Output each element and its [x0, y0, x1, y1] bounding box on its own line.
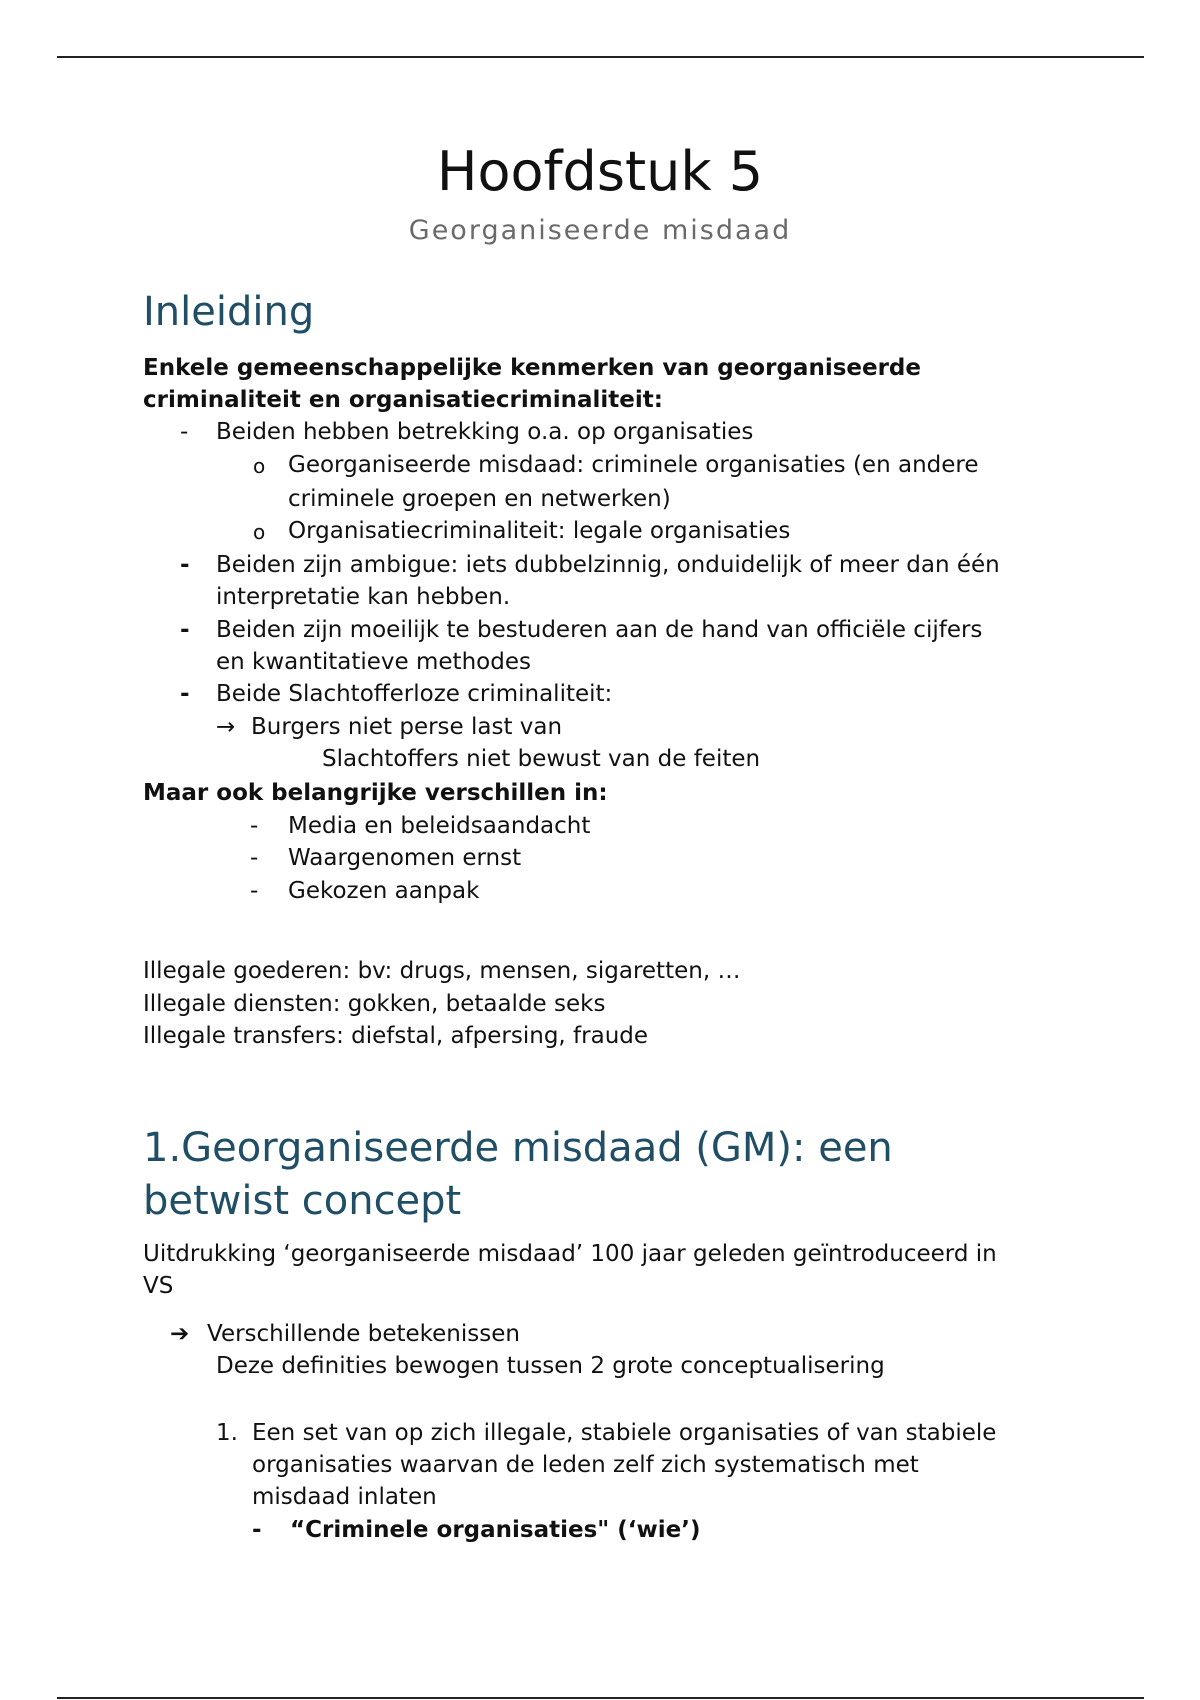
intro-bold-line-2: criminaliteit en organisatiecriminaliteit:	[143, 387, 663, 413]
heading-inleiding: Inleiding	[143, 289, 315, 335]
list-item: Burgers niet perse last van	[251, 714, 563, 740]
heading-section-1-line-2: betwist concept	[143, 1178, 462, 1224]
illegal-transfers-line: Illegale transfers: diefstal, afpersing, fraude	[143, 1023, 649, 1049]
dash-bullet-icon: -	[180, 617, 190, 643]
numbered-list-item-continued: misdaad inlaten	[252, 1484, 437, 1510]
circle-bullet-icon: o	[253, 454, 266, 478]
dash-bullet-icon: -	[180, 552, 190, 578]
list-item: Gekozen aanpak	[288, 878, 480, 904]
list-item: Waargenomen ernst	[288, 845, 522, 871]
heading-section-1-line-1: 1.Georganiseerde misdaad (GM): een	[143, 1125, 893, 1171]
list-item-continued: Slachtoffers niet bewust van de feiten	[322, 746, 761, 772]
bold-arrow-icon: ➔	[170, 1321, 190, 1347]
list-item-continued: Deze definities bewogen tussen 2 grote conceptualisering	[216, 1353, 885, 1379]
bottom-rule	[57, 1697, 1144, 1699]
numbered-list-item-continued: organisaties waarvan de leden zelf zich systematisch met	[252, 1452, 919, 1478]
criminal-organisations-item: “Criminele organisaties" (‘wie’)	[290, 1517, 701, 1543]
list-item-continued: interpretatie kan hebben.	[216, 584, 511, 610]
circle-bullet-icon: o	[253, 520, 266, 544]
illegal-goods-line: Illegale goederen: bv: drugs, mensen, sigaretten, …	[143, 958, 741, 984]
list-item: Media en beleidsaandacht	[288, 813, 591, 839]
dash-bullet-icon: -	[252, 1517, 262, 1543]
arrow-right-icon: →	[216, 714, 236, 740]
paragraph-line: VS	[143, 1273, 174, 1299]
numbered-list-item: Een set van op zich illegale, stabiele organisaties of van stabiele	[252, 1420, 997, 1446]
differences-heading: Maar ook belangrijke verschillen in:	[143, 780, 608, 806]
top-rule	[57, 56, 1144, 58]
list-item: Organisatiecriminaliteit: legale organisaties	[288, 518, 791, 544]
dash-bullet-icon: -	[250, 813, 259, 839]
intro-bold-line-1: Enkele gemeenschappelijke kenmerken van georganiseerde	[143, 355, 921, 381]
page-title: Hoofdstuk 5	[436, 140, 764, 203]
list-item: Beiden zijn moeilijk te bestuderen aan de hand van officiële cijfers	[216, 617, 983, 643]
list-item-continued: criminele groepen en netwerken)	[288, 486, 671, 512]
list-item: Beiden zijn ambigue: iets dubbelzinnig, onduidelijk of meer dan één	[216, 552, 1000, 578]
dash-bullet-icon: -	[250, 845, 259, 871]
list-item: Beide Slachtofferloze criminaliteit:	[216, 681, 613, 707]
dash-bullet-icon: -	[250, 878, 259, 904]
numbered-list-number: 1.	[216, 1420, 238, 1446]
list-item-continued: en kwantitatieve methodes	[216, 649, 531, 675]
list-item: Beiden hebben betrekking o.a. op organisaties	[216, 419, 754, 445]
list-item: Georganiseerde misdaad: criminele organisaties (en andere	[288, 452, 979, 478]
page-subtitle: Georganiseerde misdaad	[408, 215, 792, 246]
illegal-services-line: Illegale diensten: gokken, betaalde seks	[143, 991, 606, 1017]
paragraph-line: Uitdrukking ‘georganiseerde misdaad’ 100 jaar geleden geïntroduceerd in	[143, 1241, 997, 1267]
list-item: Verschillende betekenissen	[207, 1321, 520, 1347]
dash-bullet-icon: -	[180, 681, 190, 707]
dash-bullet-icon: -	[180, 419, 189, 445]
